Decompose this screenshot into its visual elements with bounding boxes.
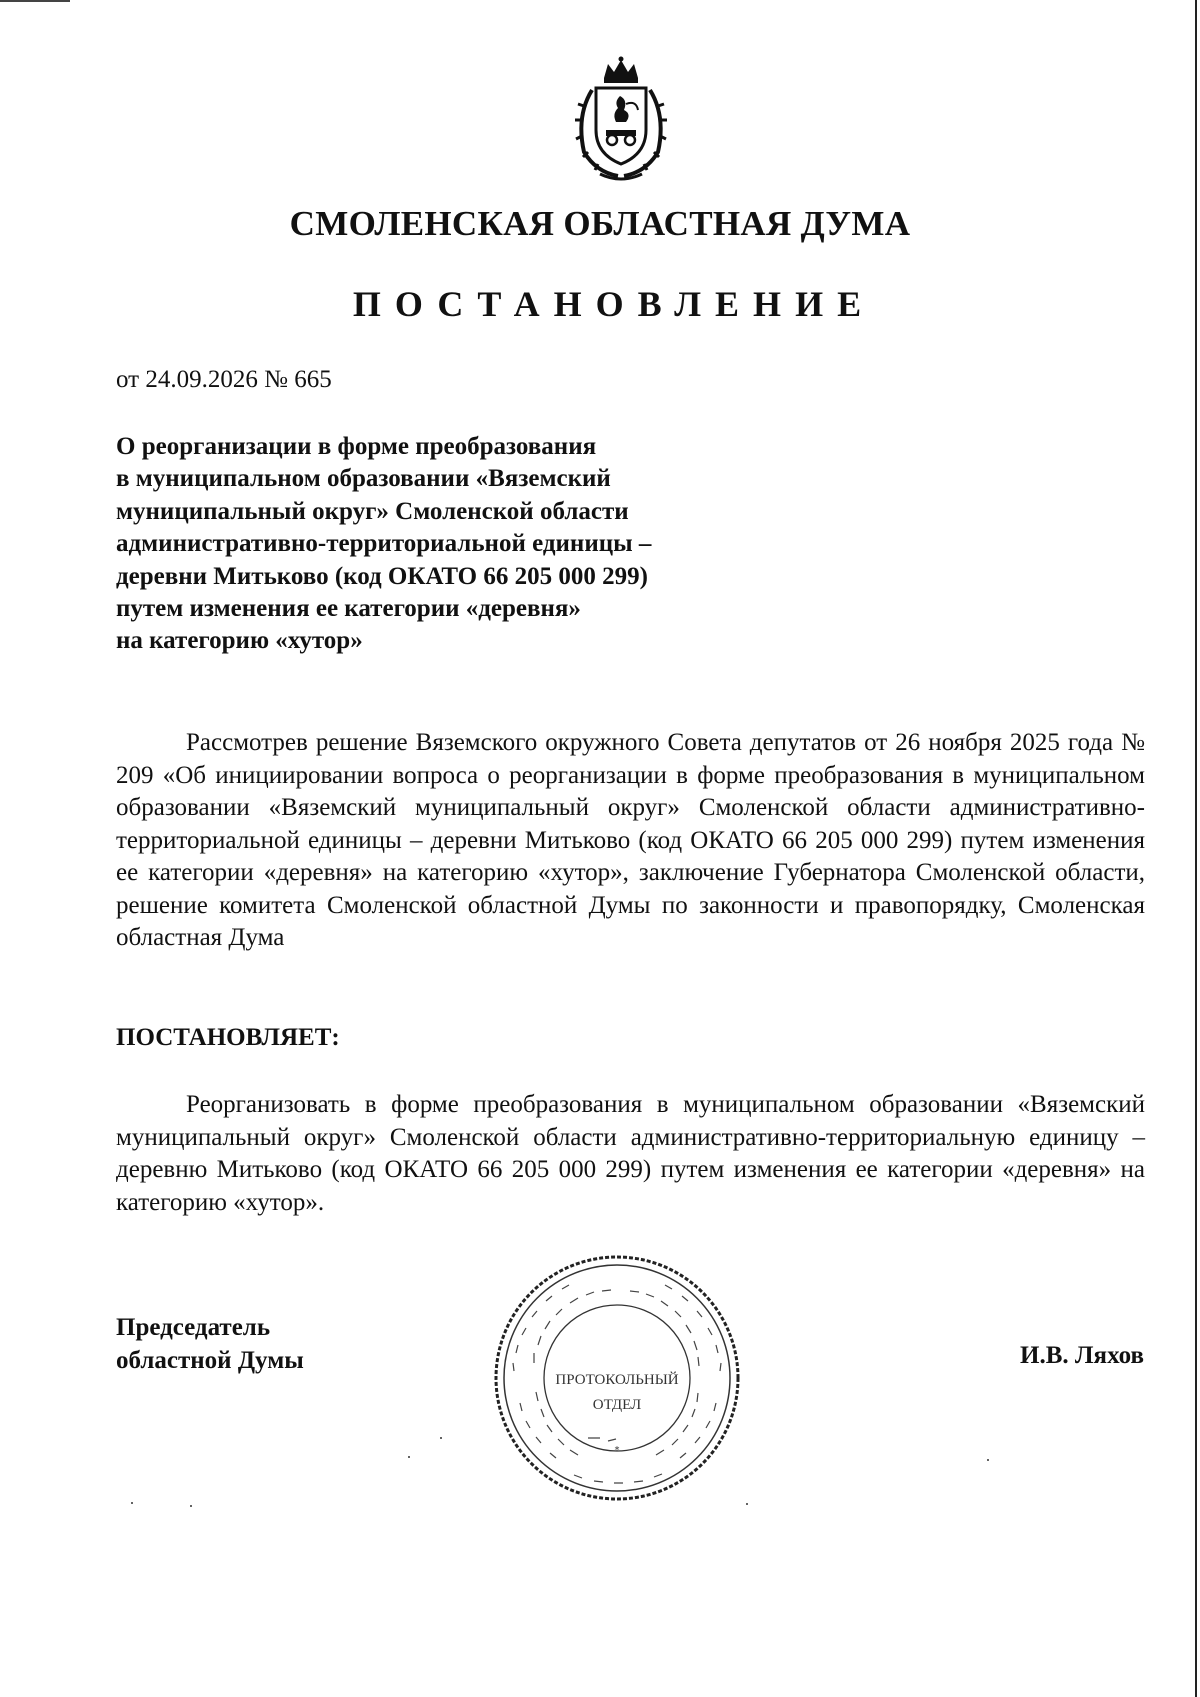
coat-of-arms-emblem [562, 56, 680, 184]
stamp-center-line-2: ОТДЕЛ [592, 1397, 642, 1413]
subject-line: путем изменения ее категории «деревня» [116, 595, 581, 623]
scan-edge-right [1195, 0, 1197, 1697]
scan-speck [131, 1502, 133, 1504]
subject-line: в муниципальном образовании «Вяземский [116, 465, 611, 493]
scan-speck [408, 1456, 410, 1458]
scan-speck [987, 1459, 989, 1461]
subject-line: муниципальный округ» Смоленской области [116, 497, 629, 525]
organization-title: СМОЛЕНСКАЯ ОБЛАСТНАЯ ДУМА [289, 204, 911, 243]
scan-speck [190, 1505, 192, 1507]
official-stamp [490, 1253, 748, 1503]
resolves-label: ПОСТАНОВЛЯЕТ: [116, 1024, 340, 1051]
signer-name: И.В. Ляхов [1020, 1342, 1144, 1369]
preamble-paragraph: Рассмотрев решение Вяземского окружного Совета депутатов от 26 ноября 2025 года № 209 «Об инициировании вопроса о реорганизации в форме преобразования в муниципальном образовании «Вяземский муниципальный округ» Смоленской области административно-территориальной единицы – деревни Митьково (код ОКАТО 66 205 000 299) путем изменения ее категории «деревня» на категорию «хутор», заключение Губернатора Смоленской области, решение комитета Смоленской областной Думы по законности и правопорядку, Смоленская областная Дума [116, 729, 1145, 951]
subject-line: административно-территориальной единицы – [116, 530, 652, 558]
scan-speck [746, 1503, 748, 1505]
scan-speck [440, 1437, 442, 1439]
stamp-center-line-1: ПРОТОКОЛЬНЫЙ [555, 1372, 679, 1388]
signer-title-line: областной Думы [116, 1347, 304, 1374]
subject-line: деревни Митьково (код ОКАТО 66 205 000 299) [116, 562, 648, 590]
svg-text:*: * [614, 1445, 620, 1456]
document-date-number: от 24.09.2026 № 665 [116, 366, 332, 393]
signer-title [116, 1311, 304, 1377]
subject-line: О реорганизации в форме преобразования [116, 433, 597, 460]
decision-paragraph: Реорганизовать в форме преобразования в муниципальном образовании «Вяземский муниципальный округ» Смоленской области административно-территориальную единицу – деревню Митьково (код ОКАТО 66 205 000 299) путем изменения ее категории «деревня» на категорию «хутор». [116, 1091, 1145, 1216]
signer-title-line: Председатель [116, 1314, 271, 1341]
subject-line: на категорию «хутор» [116, 627, 363, 655]
document-subject [116, 431, 756, 658]
document-type-heading: ПОСТАНОВЛЕНИЕ [352, 284, 876, 324]
scan-edge-top [0, 0, 70, 2]
